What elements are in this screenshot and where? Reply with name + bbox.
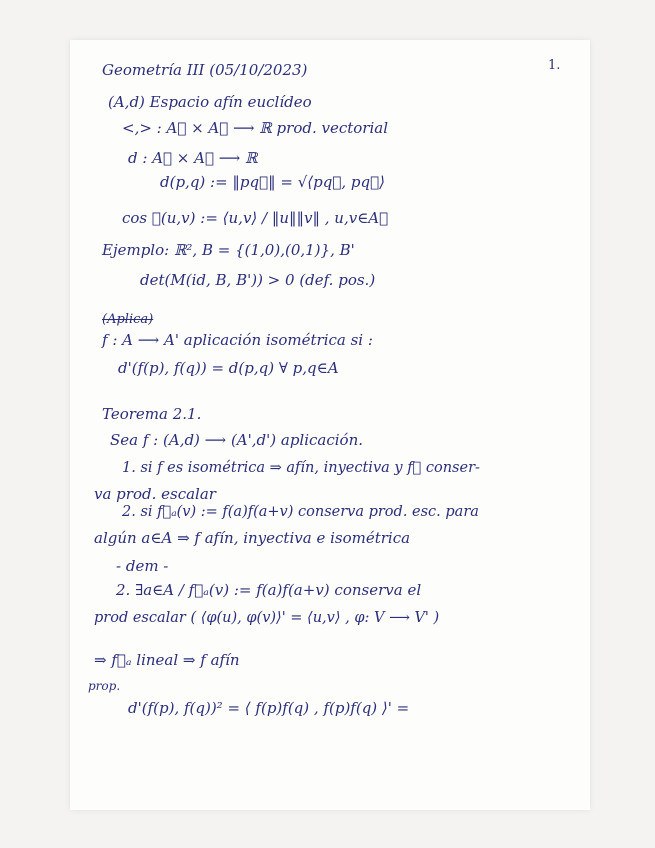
proof-heading: - dem - bbox=[116, 557, 169, 575]
note-line: prod escalar ( ⟨φ(u), φ(v)⟩' = ⟨u,v⟩ , φ: V ⟶ V' ) bbox=[94, 610, 440, 626]
note-line: Sea f : (A,d) ⟶ (A',d') aplicación. bbox=[110, 431, 364, 449]
note-line: va prod. escalar bbox=[94, 485, 216, 503]
note-line: algún a∈A ⇒ f afín, inyectiva e isométrica bbox=[94, 529, 411, 547]
note-line: Ejemplo: ℝ², B = {(1,0),(0,1)}, B' bbox=[102, 241, 355, 259]
note-line: 2. ∃a∈A / f⃗ₐ(v) := f(a)f(a+v) conserva el bbox=[116, 581, 422, 599]
note-title: Geometría III (05/10/2023) bbox=[102, 61, 308, 79]
note-line: prop. bbox=[88, 679, 121, 693]
note-line: d'(f(p), f(q)) = d(p,q) ∀ p,q∈A bbox=[118, 359, 339, 377]
note-line: ⇒ f⃗ₐ lineal ⇒ f afín bbox=[94, 651, 240, 669]
page-number: 1. bbox=[548, 58, 561, 73]
note-line: det(M(id, B, B')) > 0 (def. pos.) bbox=[140, 271, 376, 289]
note-line: cos ∡(u,v) := ⟨u,v⟩ / ‖u‖‖v‖ , u,v∈A⃗ bbox=[122, 209, 389, 227]
note-line: <,> : A⃗ × A⃗ ⟶ ℝ prod. vectorial bbox=[122, 119, 389, 137]
note-line: 2. si f⃗ₐ(v) := f(a)f(a+v) conserva prod. esc. para bbox=[122, 504, 479, 520]
crossed-word: (Aplica) bbox=[102, 312, 154, 327]
note-line: d : A⃗ × A⃗ ⟶ ℝ bbox=[128, 149, 258, 167]
note-line: d(p,q) := ‖pq⃗‖ = √⟨pq⃗, pq⃗⟩ bbox=[160, 173, 385, 191]
note-line: d'(f(p), f(q))² = ⟨ f(p)f(q) , f(p)f(q) ⟩' = bbox=[128, 699, 410, 717]
theorem-heading: Teorema 2.1. bbox=[102, 405, 202, 423]
note-line: (A,d) Espacio afín euclídeo bbox=[108, 93, 312, 111]
note-line: f : A ⟶ A' aplicación isométrica si : bbox=[102, 331, 373, 349]
note-line: 1. si f es isométrica ⇒ afín, inyectiva y f⃗ conser- bbox=[122, 460, 480, 476]
